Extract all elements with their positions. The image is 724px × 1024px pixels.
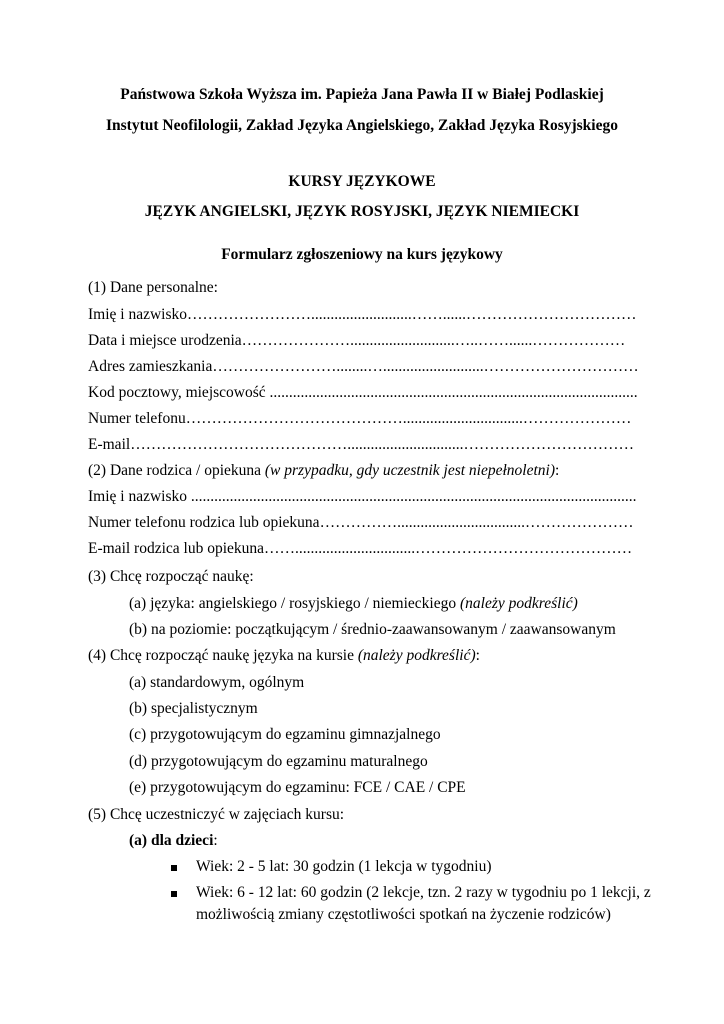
field-label: Imię i nazwisko bbox=[88, 306, 188, 323]
level-choice[interactable]: (b) na poziomie: początkującym / średnio-zaawansowanym / zaawansowanym bbox=[129, 621, 616, 638]
field-label: E-mail bbox=[88, 436, 131, 453]
school-name: Państwowa Szkoła Wyższa im. Papieża Jana Pawła II w Białej Podlaskiej bbox=[120, 86, 604, 103]
languages-title: JĘZYK ANGIELSKI, JĘZYK ROSYJSKI, JĘZYK NIEMIECKI bbox=[144, 203, 580, 220]
bullet-icon bbox=[171, 865, 177, 871]
section4-heading: (4) Chcę rozpocząć naukę języka na kursie (należy podkreślić): bbox=[88, 647, 480, 664]
field-name[interactable] bbox=[88, 305, 637, 325]
field-dots: …………….................................………………… bbox=[319, 514, 634, 531]
courses-title: KURSY JĘZYKOWE bbox=[288, 173, 436, 190]
field-label: Data i miejsce urodzenia bbox=[88, 332, 242, 349]
field-address[interactable] bbox=[88, 357, 639, 377]
course-option[interactable]: (e) przygotowującym do egzaminu: FCE / CAE / CPE bbox=[129, 779, 466, 796]
field-label: Imię i nazwisko bbox=[88, 488, 188, 505]
institute-name: Instytut Neofilologii, Zakład Języka Angielskiego, Zakład Języka Rosyjskiego bbox=[106, 117, 618, 134]
field-dots: ................................................................................................................... bbox=[187, 488, 637, 505]
field-dots: ……………………………………..............................…………………………… bbox=[130, 436, 634, 453]
age-option[interactable]: Wiek: 6 - 12 lat: 60 godzin (2 lekcje, tzn. 2 razy w tygodniu po 1 lekcji, z bbox=[196, 884, 651, 901]
bullet-icon bbox=[171, 891, 177, 897]
field-email[interactable] bbox=[88, 435, 634, 455]
age-option-continued: możliwością zmiany częstotliwości spotkań na życzenie rodziców) bbox=[196, 906, 611, 923]
course-option[interactable]: (b) specjalistycznym bbox=[129, 700, 258, 717]
field-dots: ……………………........…..........................………………………… bbox=[212, 358, 639, 375]
field-label: E-mail rodzica lub opiekuna bbox=[88, 540, 265, 557]
field-phone[interactable] bbox=[88, 409, 631, 429]
course-option[interactable]: (d) przygotowującym do egzaminu maturalnego bbox=[129, 753, 428, 770]
section5-heading: (5) Chcę uczestniczyć w zajęciach kursu: bbox=[88, 806, 345, 823]
language-choice[interactable]: (a) języka: angielskiego / rosyjskiego / niemieckiego (należy podkreślić) bbox=[129, 595, 578, 612]
field-guardian-phone[interactable] bbox=[88, 513, 633, 533]
section3-heading: (3) Chcę rozpocząć naukę: bbox=[88, 568, 254, 585]
course-option[interactable]: (c) przygotowującym do egzaminu gimnazjalnego bbox=[129, 726, 441, 743]
field-guardian-name[interactable] bbox=[88, 487, 637, 507]
section1-heading: (1) Dane personalne: bbox=[88, 279, 218, 296]
field-dots: …………………...........................…..……......……………… bbox=[241, 332, 626, 349]
field-guardian-email[interactable] bbox=[88, 539, 632, 559]
field-dots: ……………………………………...............................………………… bbox=[185, 410, 632, 427]
form-title: Formularz zgłoszeniowy na kurs językowy bbox=[221, 246, 503, 263]
field-label: Numer telefonu rodzica lub opiekuna bbox=[88, 514, 320, 531]
field-label: Numer telefonu bbox=[88, 410, 186, 427]
children-subheading: (a) dla dzieci: bbox=[129, 832, 218, 849]
field-dots: ……...............................…………………………………… bbox=[264, 540, 633, 557]
field-postal[interactable] bbox=[88, 383, 638, 403]
field-label: Adres zamieszkania bbox=[88, 358, 213, 375]
age-option[interactable]: Wiek: 2 - 5 lat: 30 godzin (1 lekcja w tygodniu) bbox=[196, 858, 492, 875]
field-dots: ……………………..........................……......…………………………… bbox=[187, 306, 637, 323]
field-birth[interactable] bbox=[88, 331, 625, 351]
field-label: Kod pocztowy, miejscowość bbox=[88, 384, 266, 401]
course-option[interactable]: (a) standardowym, ogólnym bbox=[129, 674, 305, 691]
field-dots: ............................................................................................... bbox=[265, 384, 638, 401]
section2-heading: (2) Dane rodzica / opiekuna (w przypadku, gdy uczestnik jest niepełnoletni): bbox=[88, 462, 560, 479]
